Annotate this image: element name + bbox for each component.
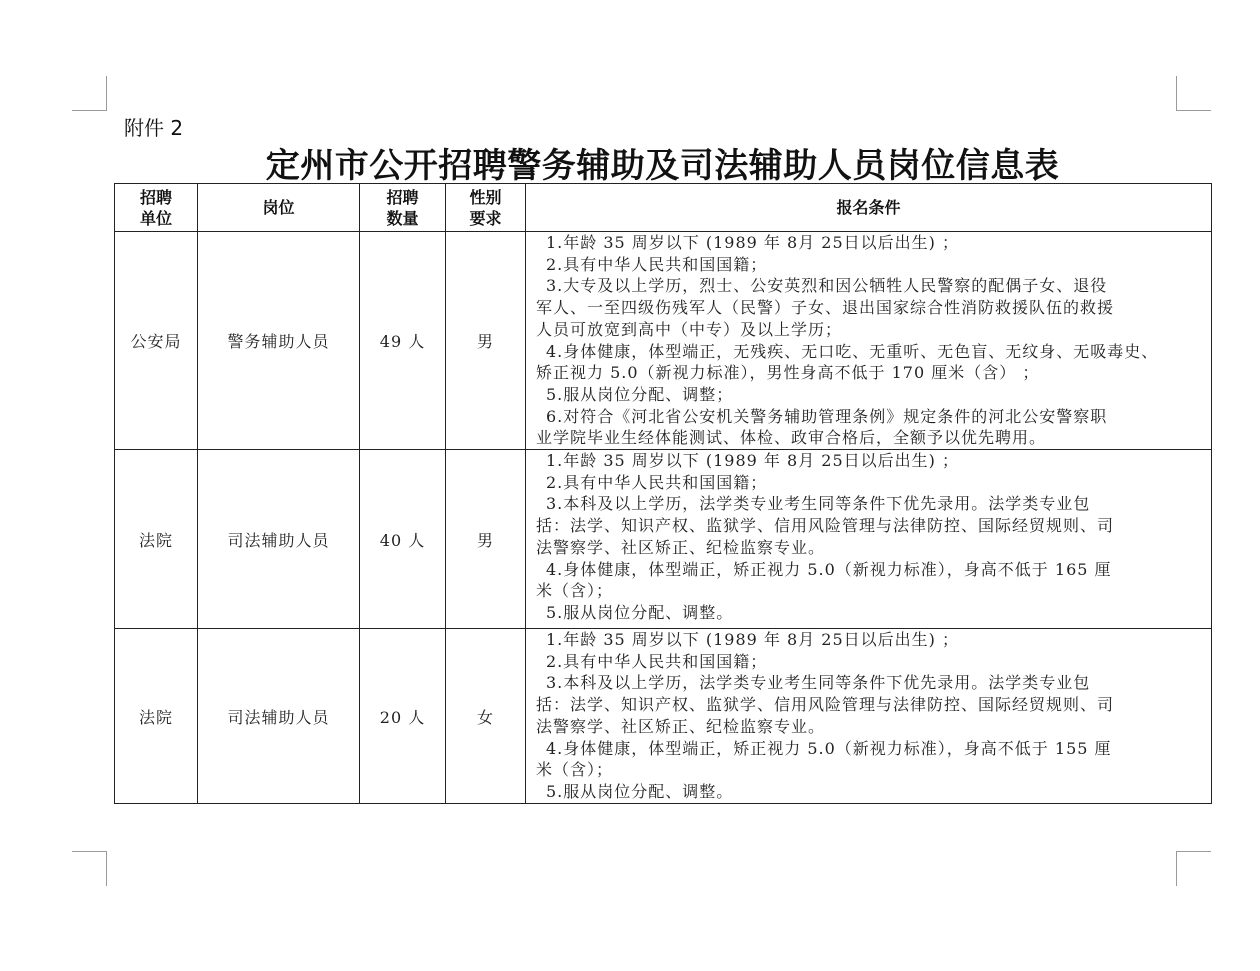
header-unit-line-1: 招聘 (139, 187, 172, 207)
condition-line: 法警察学、社区矫正、纪检监察专业。 (536, 716, 826, 736)
table-row (115, 232, 1212, 450)
condition-line: 矫正视力 5.0（新视力标准），男性身高不低于 170 厘米（含） ； (536, 363, 1040, 383)
cell-unit: 法院 (115, 629, 198, 804)
condition-line: 4.身体健康，体型端正，矫正视力 5.0（新视力标准），身高不低于 165 厘 (546, 559, 1112, 579)
crop-mark-top-left (72, 76, 107, 111)
cell-position: 警务辅助人员 (198, 232, 360, 450)
cell-count: 20 人 (360, 629, 446, 804)
header-count-line-1: 招聘 (386, 187, 419, 207)
cell-unit: 法院 (115, 450, 198, 629)
cell-gender: 男 (446, 450, 526, 629)
condition-line: 人员可放宽到高中（中专）及以上学历； (536, 319, 843, 339)
cell-position: 司法辅助人员 (198, 450, 360, 629)
crop-mark-bottom-right (1176, 851, 1211, 886)
header-unit-line-2: 单位 (139, 208, 172, 228)
condition-line: 2.具有中华人民共和国国籍； (546, 472, 768, 492)
header-count (360, 184, 446, 232)
page-title: 定州市公开招聘警务辅助及司法辅助人员岗位信息表 (265, 146, 1060, 186)
condition-line: 米（含）； (536, 581, 614, 601)
header-gender (446, 184, 526, 232)
condition-line: 军人、一至四级伤残军人（民警）子女、退出国家综合性消防救援队伍的救援 (536, 298, 1115, 318)
table-header-row (115, 184, 1212, 232)
header-position: 岗位 (198, 184, 360, 232)
crop-mark-bottom-left (72, 851, 107, 886)
condition-line: 括：法学、知识产权、监狱学、信用风险管理与法律防控、国际经贸规则、司 (536, 516, 1115, 536)
condition-line: 法警察学、社区矫正、纪检监察专业。 (536, 537, 826, 557)
condition-line: 1.年龄 35 周岁以下 (1989 年 8月 25日以后出生) ； (546, 233, 959, 252)
cell-gender: 女 (446, 629, 526, 804)
header-unit (115, 184, 198, 232)
cell-count: 40 人 (360, 450, 446, 629)
cell-unit: 公安局 (115, 232, 198, 450)
header-gender-line-1: 性别 (469, 187, 502, 207)
cell-conditions (526, 629, 1212, 804)
condition-line: 3.本科及以上学历，法学类专业考生同等条件下优先录用。法学类专业包 (546, 673, 1091, 693)
condition-line: 括：法学、知识产权、监狱学、信用风险管理与法律防控、国际经贸规则、司 (536, 695, 1115, 715)
condition-line: 1.年龄 35 周岁以下 (1989 年 8月 25日以后出生) ； (546, 451, 959, 471)
condition-line: 2.具有中华人民共和国国籍； (546, 651, 768, 671)
cell-gender: 男 (446, 232, 526, 450)
condition-line: 2.具有中华人民共和国国籍； (546, 254, 768, 274)
header-gender-line-2: 要求 (469, 208, 502, 228)
cell-conditions (526, 450, 1212, 629)
cell-count: 49 人 (360, 232, 446, 450)
table-row (115, 450, 1212, 629)
condition-line: 5.服从岗位分配、调整； (546, 384, 734, 404)
condition-line: 5.服从岗位分配、调整。 (546, 781, 734, 801)
cell-position: 司法辅助人员 (198, 629, 360, 804)
table-row (115, 629, 1212, 804)
condition-line: 3.大专及以上学历，烈士、公安英烈和因公牺牲人民警察的配偶子女、退役 (546, 276, 1108, 296)
condition-line: 业学院毕业生经体能测试、体检、政审合格后，全额予以优先聘用。 (536, 428, 1047, 448)
condition-line: 1.年龄 35 周岁以下 (1989 年 8月 25日以后出生) ； (546, 630, 959, 650)
condition-line: 4.身体健康，体型端正，矫正视力 5.0（新视力标准），身高不低于 155 厘 (546, 738, 1112, 758)
crop-mark-top-right (1176, 76, 1211, 111)
header-count-line-2: 数量 (386, 208, 419, 228)
attachment-label: 附件 2 (124, 116, 184, 140)
positions-table (114, 183, 1212, 804)
condition-line: 米（含）； (536, 760, 614, 780)
table-body (115, 232, 1212, 804)
condition-line: 3.本科及以上学历，法学类专业考生同等条件下优先录用。法学类专业包 (546, 494, 1091, 514)
cell-conditions (526, 232, 1212, 450)
condition-line: 5.服从岗位分配、调整。 (546, 602, 734, 622)
condition-line: 6.对符合《河北省公安机关警务辅助管理条例》规定条件的河北公安警察职 (546, 406, 1108, 426)
header-conditions: 报名条件 (526, 184, 1212, 232)
condition-line: 4.身体健康，体型端正，无残疾、无口吃、无重听、无色盲、无纹身、无吸毒史、 (546, 341, 1159, 361)
